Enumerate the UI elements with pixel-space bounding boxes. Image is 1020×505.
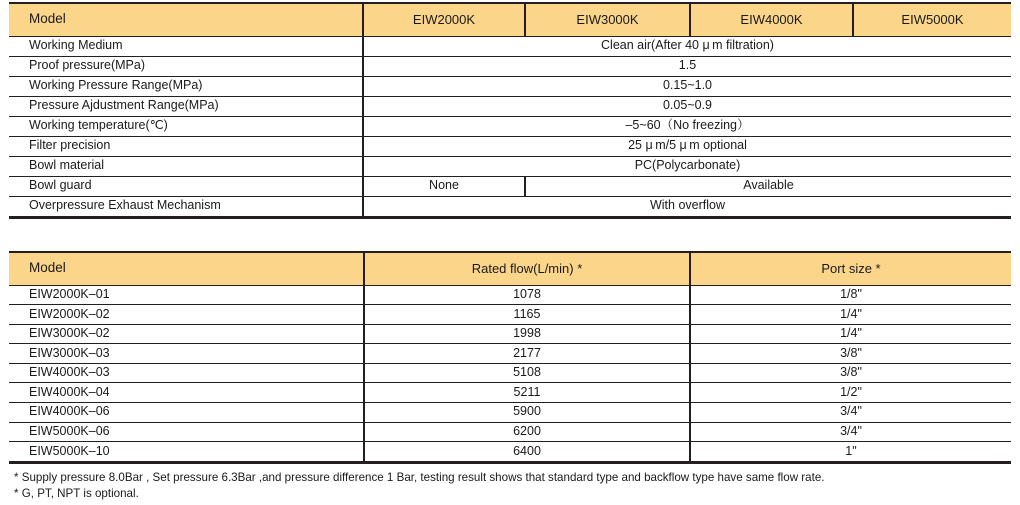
column-header-port-size: Port size * — [690, 253, 1011, 285]
table-row — [9, 196, 1011, 216]
table-two-bottom-rule — [9, 461, 1011, 464]
flow-rate: 6400 — [364, 442, 690, 462]
column-header-model: Model — [9, 253, 364, 285]
table-row — [9, 383, 1011, 403]
flow-model: EIW3000K–02 — [9, 324, 364, 344]
spec-label-bowl-guard: Bowl guard — [9, 176, 363, 196]
table-row — [9, 56, 1011, 76]
flow-rate: 5108 — [364, 363, 690, 383]
spec-value-pressure-adjustment-range: 0.05~0.9 — [363, 96, 1011, 116]
flow-model: EIW4000K–06 — [9, 403, 364, 423]
specification-table-head — [9, 4, 1011, 36]
spec-value-working-medium: Clean air(After 40 μ m filtration) — [363, 36, 1011, 56]
column-header-eiw5000k: EIW5000K — [853, 4, 1011, 36]
flow-model: EIW2000K–01 — [9, 285, 364, 305]
table-row — [9, 442, 1011, 462]
flow-model: EIW5000K–10 — [9, 442, 364, 462]
spec-label-working-pressure-range: Working Pressure Range(MPa) — [9, 76, 363, 96]
table-row — [9, 422, 1011, 442]
flow-table-head — [9, 253, 1011, 285]
spec-value-proof-pressure: 1.5 — [363, 56, 1011, 76]
spec-value-bowl-guard-available: Available — [525, 176, 1011, 196]
flow-table-container — [9, 251, 1011, 464]
flow-port-size: 3/4" — [690, 422, 1011, 442]
flow-model: EIW4000K–04 — [9, 383, 364, 403]
spec-value-working-temperature: –5~60（No freezing） — [363, 116, 1011, 136]
flow-port-size: 1" — [690, 442, 1011, 462]
flow-port-size: 1/8" — [690, 285, 1011, 305]
table-row — [9, 363, 1011, 383]
table-row — [9, 344, 1011, 364]
specification-table-body — [9, 36, 1011, 216]
spec-value-working-pressure-range: 0.15~1.0 — [363, 76, 1011, 96]
table-row — [9, 96, 1011, 116]
table-row — [9, 285, 1011, 305]
table-header-row — [9, 253, 1011, 285]
flow-model: EIW3000K–03 — [9, 344, 364, 364]
table-row — [9, 36, 1011, 56]
flow-rate: 1165 — [364, 305, 690, 325]
spec-label-working-temperature: Working temperature(℃) — [9, 116, 363, 136]
footnotes — [14, 470, 1014, 502]
flow-rate: 1078 — [364, 285, 690, 305]
flow-model: EIW5000K–06 — [9, 422, 364, 442]
flow-port-size: 1/2" — [690, 383, 1011, 403]
specification-table — [9, 4, 1011, 216]
spec-value-filter-precision: 25 μ m/5 μ m optional — [363, 136, 1011, 156]
specification-table-container — [9, 2, 1011, 219]
column-header-model: Model — [9, 4, 363, 36]
footnote-pressure-test: * Supply pressure 8.0Bar , Set pressure 6.3Bar ,and pressure difference 1 Bar, testing result shows that standard type and backflow type have same flow rate. — [14, 471, 825, 484]
flow-rate: 5900 — [364, 403, 690, 423]
table-row — [9, 76, 1011, 96]
spec-label-proof-pressure: Proof pressure(MPa) — [9, 56, 363, 76]
column-header-eiw4000k: EIW4000K — [690, 4, 853, 36]
column-header-eiw3000k: EIW3000K — [525, 4, 690, 36]
spec-label-pressure-adjustment-range: Pressure Ajdustment Range(MPa) — [9, 96, 363, 116]
flow-port-size: 3/8" — [690, 344, 1011, 364]
spec-value-overpressure-exhaust-mechanism: With overflow — [363, 196, 1011, 216]
table-row — [9, 176, 1011, 196]
flow-rate: 6200 — [364, 422, 690, 442]
table-row — [9, 136, 1011, 156]
column-header-eiw2000k: EIW2000K — [363, 4, 525, 36]
flow-table — [9, 253, 1011, 461]
spec-value-bowl-material: PC(Polycarbonate) — [363, 156, 1011, 176]
flow-rate: 1998 — [364, 324, 690, 344]
flow-rate: 5211 — [364, 383, 690, 403]
flow-model: EIW4000K–03 — [9, 363, 364, 383]
flow-port-size: 3/4" — [690, 403, 1011, 423]
table-row — [9, 403, 1011, 423]
flow-port-size: 1/4" — [690, 324, 1011, 344]
footnote-thread-options: * G, PT, NPT is optional. — [14, 487, 139, 500]
table-row — [9, 305, 1011, 325]
spec-label-bowl-material: Bowl material — [9, 156, 363, 176]
spec-label-working-medium: Working Medium — [9, 36, 363, 56]
flow-rate: 2177 — [364, 344, 690, 364]
table-row — [9, 156, 1011, 176]
table-row — [9, 324, 1011, 344]
flow-table-body — [9, 285, 1011, 461]
spec-value-bowl-guard-none: None — [363, 176, 525, 196]
column-header-rated-flow: Rated flow(L/min) * — [364, 253, 690, 285]
spec-label-filter-precision: Filter precision — [9, 136, 363, 156]
table-one-bottom-rule — [9, 216, 1011, 219]
table-row — [9, 116, 1011, 136]
flow-model: EIW2000K–02 — [9, 305, 364, 325]
flow-port-size: 3/8" — [690, 363, 1011, 383]
spec-label-overpressure-exhaust-mechanism: Overpressure Exhaust Mechanism — [9, 196, 363, 216]
table-header-row — [9, 4, 1011, 36]
flow-port-size: 1/4" — [690, 305, 1011, 325]
